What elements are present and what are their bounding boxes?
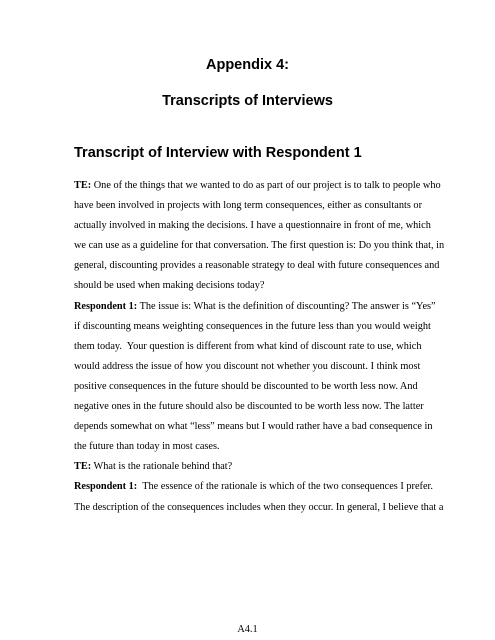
appendix-heading: Appendix 4: bbox=[206, 57, 289, 73]
transcript-line bbox=[74, 457, 454, 477]
line-text: have been involved in projects with long term consequences, either as consultants or bbox=[74, 200, 422, 212]
speaker-label: TE: bbox=[74, 180, 92, 191]
transcript-line bbox=[74, 297, 454, 317]
line-text: if discounting means weighting consequences in the future less than you would weight bbox=[74, 320, 431, 332]
transcript-line bbox=[74, 176, 454, 196]
transcript-line bbox=[74, 256, 454, 276]
transcript-line bbox=[74, 357, 454, 377]
transcript-line bbox=[74, 317, 454, 337]
transcript-line bbox=[74, 417, 454, 437]
line-text: The description of the consequences includes when they occur. In general, I believe that a bbox=[74, 501, 444, 513]
speaker-label: TE: bbox=[74, 461, 92, 473]
transcript-line bbox=[74, 397, 454, 417]
transcript-line bbox=[74, 236, 454, 256]
page-number: A4.1 bbox=[237, 624, 258, 635]
transcript-line bbox=[74, 477, 454, 497]
transcript-line bbox=[74, 437, 454, 457]
speaker-label: Respondent 1: bbox=[74, 300, 138, 312]
transcript-paragraph bbox=[74, 176, 454, 297]
line-text: actually involved in making the decisions. I have a questionnaire in front of me, which bbox=[74, 220, 431, 232]
line-text: depends somewhat on what “less” means but I would rather have a bad consequence in bbox=[74, 421, 433, 433]
line-text: general, discounting provides a reasonable strategy to deal with future consequences and bbox=[74, 260, 440, 272]
line-text: One of the things that we wanted to do as part of our project is to talk to people who bbox=[91, 180, 441, 191]
transcript-line bbox=[74, 337, 454, 357]
line-text: The issue is: What is the definition of discounting? The answer is “Yes” bbox=[137, 300, 436, 312]
transcript-line bbox=[74, 498, 454, 518]
line-text: would address the issue of how you discount not whether you discount. I think most bbox=[74, 360, 421, 372]
transcript-paragraph bbox=[74, 457, 454, 477]
line-text: them today. Your question is different from what kind of discount rate to use, which bbox=[74, 340, 422, 352]
line-text: What is the rationale behind that? bbox=[91, 461, 233, 473]
transcript-body bbox=[74, 176, 454, 518]
transcript-line bbox=[74, 216, 454, 236]
transcript-paragraph bbox=[74, 297, 454, 458]
line-text: negative ones in the future should also be discounted to be worth less now. The latter bbox=[74, 401, 424, 413]
section-title: Transcript of Interview with Respondent 1 bbox=[74, 145, 362, 161]
transcript-line bbox=[74, 196, 454, 216]
transcript-paragraph bbox=[74, 477, 454, 517]
line-text: should be used when making decisions today? bbox=[74, 280, 265, 292]
transcripts-heading: Transcripts of Interviews bbox=[162, 93, 333, 109]
line-text: The essence of the rationale is which of the two consequences I prefer. bbox=[137, 481, 433, 493]
speaker-label: Respondent 1: bbox=[74, 481, 138, 493]
line-text: the future than today in most cases. bbox=[74, 441, 220, 453]
line-text: positive consequences in the future should be discounted to be worth less now. And bbox=[74, 380, 418, 392]
line-text: we can use as a guideline for that conversation. The first question is: Do you think that, in bbox=[74, 240, 445, 252]
transcript-line bbox=[74, 276, 454, 296]
transcript-line bbox=[74, 377, 454, 397]
